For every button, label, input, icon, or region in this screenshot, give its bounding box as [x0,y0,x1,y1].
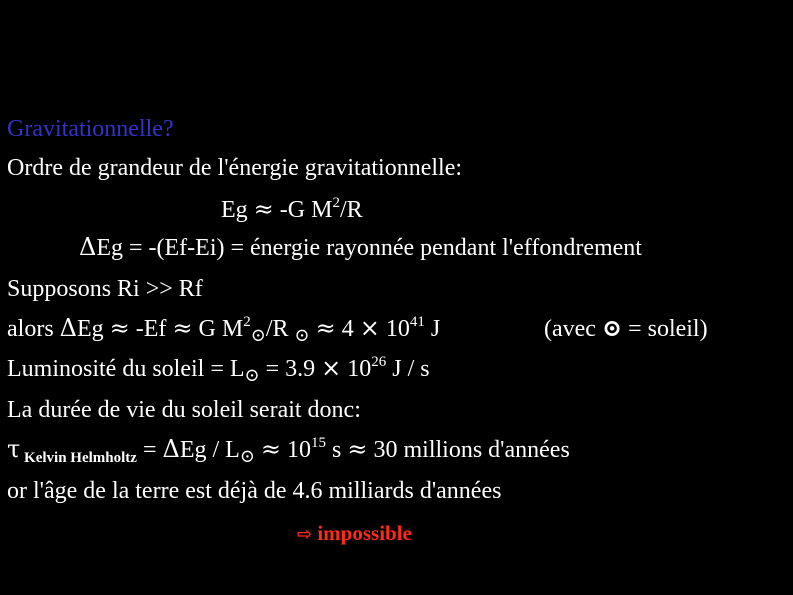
sun-symbol-icon: ⊙ [294,325,310,346]
approx-symbol: ≈ [260,435,282,463]
delta-eg-line [79,232,642,263]
delta-symbol: Δ [59,314,77,342]
approx-symbol: ≈ [109,314,130,342]
text-segment: J / s [386,356,430,382]
text-segment: 30 millions d'années [367,437,570,463]
slide-title: Gravitationnelle? [7,116,174,142]
times-symbol: × [359,314,380,342]
text-segment: Luminosité du soleil = L [7,356,245,382]
formula-eg-lhs: Eg [221,197,248,223]
text-segment: 10 [379,316,410,342]
exponent: 2 [243,314,251,330]
line-luminosite [7,353,430,391]
formula-eg [221,194,363,225]
conclusion [297,518,412,550]
delta-symbol: Δ [79,233,97,261]
times-symbol: × [321,354,342,382]
text-segment: = [136,437,163,463]
exponent: 15 [311,435,327,451]
text-segment: s [326,437,348,463]
formula-eg-rhs: -G M [279,197,333,223]
text-segment: J [424,316,441,342]
text-segment: 10 [341,356,372,382]
text-segment: (avec [544,316,602,342]
formula-eg-rhs-post: /R [339,197,363,223]
avec-note [544,313,708,344]
line-age-terre: or l'âge de la terre est déjà de 4.6 milliards d'années [7,478,502,504]
text-segment: = 3.9 [259,356,322,382]
tau-subscript: Kelvin Helmholtz [20,450,137,466]
conclusion-text: impossible [312,521,412,545]
tau-symbol: τ [7,435,21,463]
sun-symbol-icon: ⊙ [239,446,255,467]
text-segment: G M [192,316,244,342]
approx-symbol: ≈ [347,435,368,463]
text-segment: 10 [281,437,312,463]
text-segment: Eg / L [179,437,240,463]
text-segment: 4 [335,316,360,342]
delta-symbol: Δ [162,435,180,463]
exponent: 2 [332,195,340,211]
text-segment: /R [265,316,295,342]
line-duree: La durée de vie du soleil serait donc: [7,397,361,423]
approx-symbol: ≈ [253,195,274,223]
sun-symbol-icon: ⊙ [250,325,266,346]
text-segment: = soleil) [622,316,708,342]
approx-symbol: ≈ [172,314,193,342]
text-segment: -Ef [129,316,173,342]
line-alors [7,313,787,351]
text-segment: Eg [77,316,110,342]
arrow-right-icon: ⇨ [297,524,313,545]
approx-symbol: ≈ [315,314,336,342]
line-tau [7,434,570,473]
line-suppose: Supposons Ri >> Rf [7,276,203,302]
exponent: 26 [371,354,387,370]
line-order-of-magnitude: Ordre de grandeur de l'énergie gravitationnelle: [7,155,463,181]
sun-symbol-icon: ⊙ [601,313,623,342]
exponent: 41 [409,314,425,330]
sun-symbol-icon: ⊙ [244,365,260,386]
text-segment: alors [7,316,60,342]
delta-eg-text: Eg = -(Ef-Ei) = énergie rayonnée pendant l'effondrement [96,235,642,261]
